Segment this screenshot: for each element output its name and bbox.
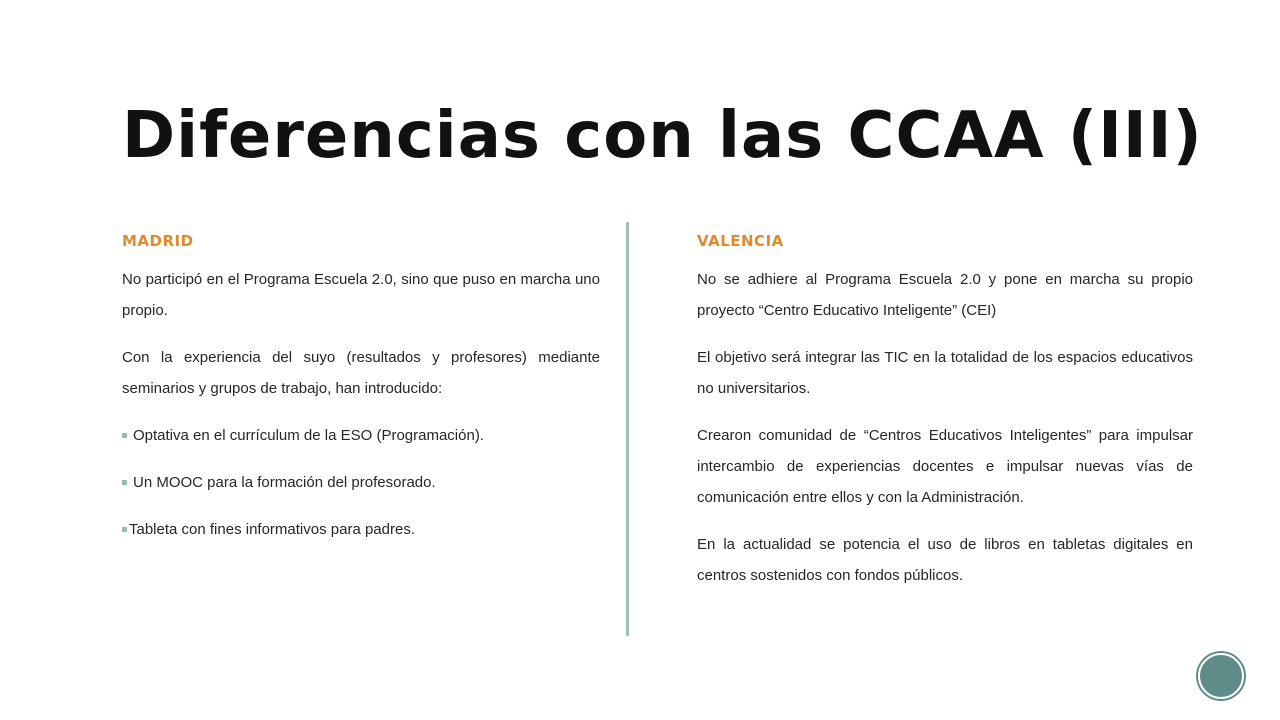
list-item <box>122 514 600 545</box>
valencia-column <box>697 230 1193 607</box>
bullet-text: Optativa en el currículum de la ESO (Programación). <box>133 427 484 444</box>
madrid-paragraph-2: Con la experiencia del suyo (resultados y profesores) mediante seminarios y grupos de trabajo, han introducido: <box>122 349 600 397</box>
valencia-paragraph-4: En la actualidad se potencia el uso de libros en tabletas digitales en centros sostenidos con fondos públicos. <box>697 536 1193 584</box>
column-divider <box>626 222 629 636</box>
square-bullet-icon <box>122 433 127 438</box>
square-bullet-icon <box>122 480 127 485</box>
madrid-heading: MADRID <box>122 232 194 250</box>
valencia-paragraph-1: No se adhiere al Programa Escuela 2.0 y pone en marcha su propio proyecto “Centro Educativo Inteligente” (CEI) <box>697 271 1193 319</box>
bullet-text: Tableta con fines informativos para padres. <box>129 521 415 538</box>
madrid-bullet-list <box>122 420 600 545</box>
square-bullet-icon <box>122 527 127 532</box>
madrid-column <box>122 230 600 561</box>
valencia-paragraph-3: Crearon comunidad de “Centros Educativos Inteligentes” para impulsar intercambio de experiencias docentes e impulsar nuevas vías de comunicación entre ellos y con la Administración. <box>697 427 1193 506</box>
slide-nav-button[interactable] <box>1198 653 1244 699</box>
bullet-text: Un MOOC para la formación del profesorado. <box>133 474 436 491</box>
list-item <box>122 420 600 451</box>
valencia-paragraph-2: El objetivo será integrar las TIC en la totalidad de los espacios educativos no universitarios. <box>697 349 1193 397</box>
valencia-heading: VALENCIA <box>697 232 784 250</box>
slide-title: Diferencias con las CCAA (III) <box>122 99 1203 173</box>
madrid-paragraph-1: No participó en el Programa Escuela 2.0, sino que puso en marcha uno propio. <box>122 271 600 319</box>
list-item <box>122 467 600 498</box>
